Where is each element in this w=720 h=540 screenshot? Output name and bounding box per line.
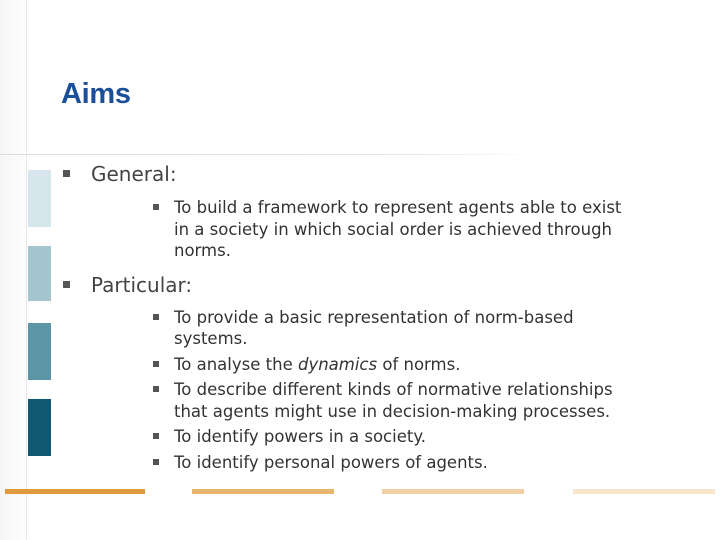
- footer-bar-2: [192, 489, 334, 494]
- list-item: [152, 197, 681, 262]
- square-bullet-icon: [153, 386, 159, 392]
- list-item-line: systems.: [174, 329, 248, 348]
- list-item-line: To provide a basic representation of norm-based: [174, 307, 574, 327]
- section-heading-particular: [61, 269, 681, 301]
- list-item: [152, 426, 681, 448]
- slide-title: Aims: [61, 78, 131, 110]
- slide-content: [61, 158, 681, 473]
- list-item-line: in a society in which social order is achieved through: [174, 219, 613, 239]
- accent-block-4: [28, 399, 51, 456]
- list-item: [152, 452, 681, 474]
- vertical-divider: [26, 0, 27, 540]
- list-item-line: To identify powers in a society.: [174, 427, 426, 446]
- list-item-line: that agents might use in decision-making processes.: [174, 401, 611, 421]
- list-item-line: To identify personal powers of agents.: [174, 452, 488, 472]
- list-item-text: of norms.: [377, 354, 461, 374]
- accent-block-3: [28, 323, 51, 380]
- list-item: [152, 379, 681, 422]
- footer-bar-4: [573, 489, 715, 494]
- list-item: [152, 307, 681, 350]
- footer-bar-1: [5, 489, 145, 494]
- square-bullet-icon: [63, 281, 70, 288]
- list-item-line: To build a framework to represent agents able to exist: [174, 198, 622, 217]
- list-item: [152, 354, 681, 376]
- accent-block-2: [28, 246, 51, 301]
- accent-block-1: [28, 170, 51, 227]
- section-heading-text: General:: [91, 162, 177, 186]
- list-item-line: norms.: [174, 241, 231, 260]
- section-heading-general: [61, 158, 681, 190]
- section-heading-text: Particular:: [91, 272, 193, 297]
- list-item-emphasis: dynamics: [297, 354, 378, 374]
- footer-bar-3: [382, 489, 524, 494]
- square-bullet-icon: [63, 170, 70, 177]
- left-edge-strip: [0, 0, 26, 540]
- square-bullet-icon: [153, 314, 159, 320]
- list-item-line: To describe different kinds of normative relationships: [174, 380, 613, 399]
- title-divider: [0, 154, 545, 155]
- square-bullet-icon: [153, 361, 159, 367]
- list-item-text: To analyse the: [174, 354, 298, 374]
- square-bullet-icon: [153, 204, 159, 210]
- square-bullet-icon: [153, 433, 159, 439]
- square-bullet-icon: [153, 459, 159, 465]
